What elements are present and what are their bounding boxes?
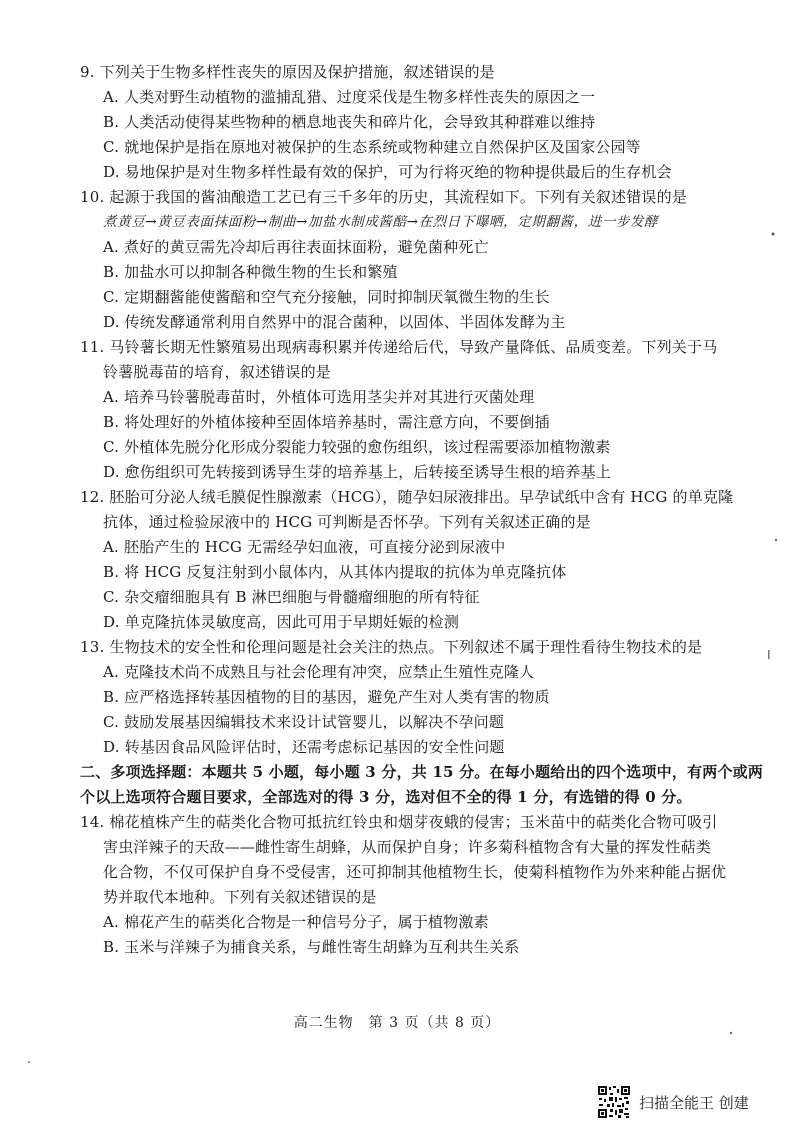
q9-stem: 9. 下列关于生物多样性丧失的原因及保护措施，叙述错误的是 xyxy=(80,63,495,81)
q11-stem-line-1: 11. 马铃薯长期无性繁殖易出现病毒积累并传递给后代，导致产量降低、品质变差。下列关于马 xyxy=(80,338,718,356)
q9-option-c: C. 就地保护是指在原地对被保护的生态系统或物种建立自然保护区及国家公园等 xyxy=(103,138,641,156)
q9-option-d: D. 易地保护是对生物多样性最有效的保护，可为行将灭绝的物种提供最后的生存机会 xyxy=(103,163,672,181)
q12-option-c: C. 杂交瘤细胞具有 B 淋巴细胞与骨髓瘤细胞的所有特征 xyxy=(103,588,480,606)
q9-option-b: B. 人类活动使得某些物种的栖息地丧失和碎片化，会导致其种群难以维持 xyxy=(103,113,596,131)
q12-option-d: D. 单克隆抗体灵敏度高，因此可用于早期妊娠的检测 xyxy=(103,613,460,631)
q10-option-d: D. 传统发酵通常利用自然界中的混合菌种，以固体、半固体发酵为主 xyxy=(103,313,566,331)
section-2-heading-line-2: 个以上选项符合题目要求，全部选对的得 3 分，选对但不全的得 1 分，有选错的得 0 分。 xyxy=(80,788,692,806)
q10-option-b: B. 加盐水可以抑制各种微生物的生长和繁殖 xyxy=(103,263,398,281)
q14-option-a: A. 棉花产生的萜类化合物是一种信号分子，属于植物激素 xyxy=(103,913,489,931)
q11-option-c: C. 外植体先脱分化形成分裂能力较强的愈伤组织，该过程需要添加植物激素 xyxy=(103,438,611,456)
q11-stem-line-2: 铃薯脱毒苗的培育，叙述错误的是 xyxy=(103,363,332,381)
q10-flowchart: 煮黄豆→黄豆表面抹面粉→制曲→加盐水制成酱醅→在烈日下曝晒，定期翻酱，进一步发酵 xyxy=(103,214,659,230)
q12-option-a: A. 胚胎产生的 HCG 无需经孕妇血液，可直接分泌到尿液中 xyxy=(103,538,506,556)
q14-stem-line-4: 势并取代本地种。下列有关叙述错误的是 xyxy=(103,888,377,906)
q13-stem: 13. 生物技术的安全性和伦理问题是社会关注的热点。下列叙述不属于理性看待生物技术的是 xyxy=(80,638,703,656)
section-2-heading-line-1: 二、多项选择题：本题共 5 小题，每小题 3 分，共 15 分。在每小题给出的四个选项中，有两个或两 xyxy=(80,763,764,781)
q12-stem-line-1: 12. 胚胎可分泌人绒毛膜促性腺激素（HCG），随孕妇尿液排出。早孕试纸中含有 HCG 的单克隆 xyxy=(80,488,734,506)
q14-stem-line-1: 14. 棉花植株产生的萜类化合物可抵抗红铃虫和烟芽夜蛾的侵害；玉米苗中的萜类化合物可吸引 xyxy=(80,813,718,831)
q10-option-c: C. 定期翻酱能使酱醅和空气充分接触，同时抑制厌氧微生物的生长 xyxy=(103,288,550,306)
q13-option-c: C. 鼓励发展基因编辑技术来设计试管婴儿，以解决不孕问题 xyxy=(103,713,505,731)
q13-option-b: B. 应严格选择转基因植物的目的基因，避免产生对人类有害的物质 xyxy=(103,688,550,706)
q9-option-a: A. 人类对野生动植物的滥捕乱猎、过度采伐是生物多样性丧失的原因之一 xyxy=(103,88,596,106)
page-footer: 高二生物 第 3 页（共 8 页） xyxy=(293,1015,501,1031)
q13-option-d: D. 转基因食品风险评估时，还需考虑标记基因的安全性问题 xyxy=(103,738,505,756)
q14-stem-line-2: 害虫洋辣子的天敌——雌性寄生胡蜂，从而保护自身；许多菊科植物含有大量的挥发性萜类 xyxy=(103,838,712,856)
q12-option-b: B. 将 HCG 反复注射到小鼠体内，从其体内提取的抗体为单克隆抗体 xyxy=(103,563,567,581)
q10-stem: 10. 起源于我国的酱油酿造工艺已有三千多年的历史，其流程如下。下列有关叙述错误的是 xyxy=(80,188,688,206)
q14-stem-line-3: 化合物，不仅可保护自身不受侵害，还可抑制其他植物生长，使菊科植物作为外来种能占据优 xyxy=(103,863,727,881)
q14-option-b: B. 玉米与洋辣子为捕食关系，与雌性寄生胡蜂为互利共生关系 xyxy=(103,938,520,956)
q11-option-a: A. 培养马铃薯脱毒苗时，外植体可选用茎尖并对其进行灭菌处理 xyxy=(103,388,535,406)
q10-option-a: A. 煮好的黄豆需先冷却后再往表面抹面粉，避免菌种死亡 xyxy=(103,238,489,256)
q11-option-d: D. 愈伤组织可先转接到诱导生芽的培养基上，后转接至诱导生根的培养基上 xyxy=(103,463,612,481)
scanner-watermark: 扫描全能王 创建 xyxy=(639,1094,749,1112)
q13-option-a: A. 克隆技术尚不成熟且与社会伦理有冲突，应禁止生殖性克隆人 xyxy=(103,663,535,681)
q12-stem-line-2: 抗体，通过检验尿液中的 HCG 可判断是否怀孕。下列有关叙述正确的是 xyxy=(103,513,591,531)
q11-option-b: B. 将处理好的外植体接种至固体培养基时，需注意方向，不要倒插 xyxy=(103,413,550,431)
